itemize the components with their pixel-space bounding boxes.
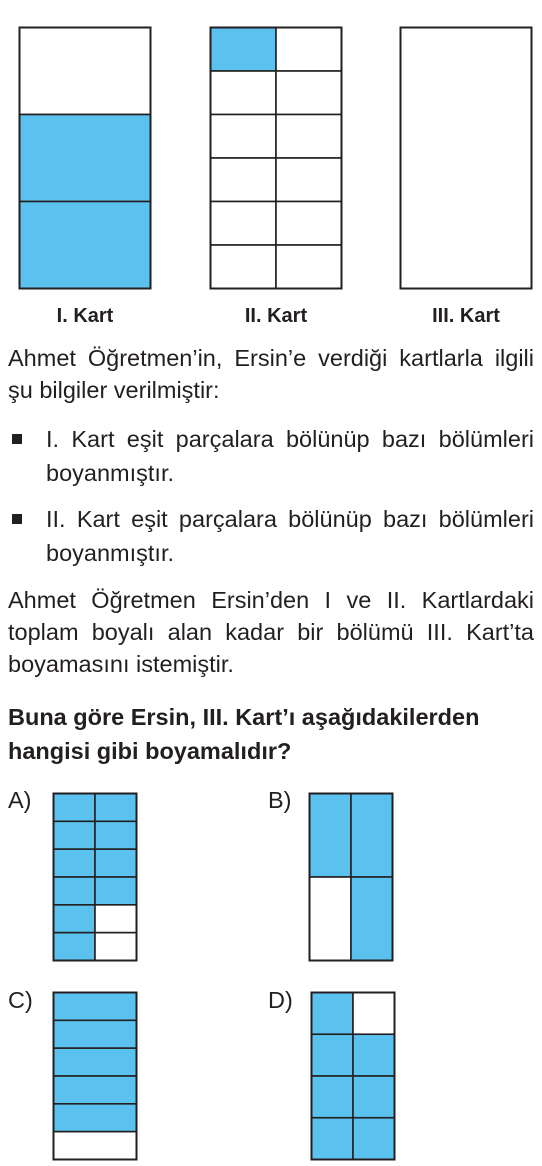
card-2 — [209, 26, 343, 290]
option-c-cell-shaded — [54, 1048, 137, 1076]
option-d-cell-shaded — [312, 1076, 354, 1118]
card-2-cell-blank — [276, 115, 342, 159]
option-a-cell-shaded — [54, 877, 96, 905]
card-1 — [18, 26, 152, 290]
option-a-cell-shaded — [95, 794, 137, 822]
option-d-cell-shaded — [353, 1034, 395, 1076]
option-b-grid — [308, 792, 394, 962]
card-2-cell-blank — [211, 202, 277, 246]
card-1-cell-shaded — [20, 202, 151, 289]
card-1-cell-shaded — [20, 115, 151, 202]
option-a-cell-shaded — [54, 905, 96, 933]
option-d-letter: D) — [268, 987, 293, 1013]
card-2-label: II. Kart — [244, 305, 308, 327]
option-d-grid — [310, 991, 396, 1161]
option-b-cell-shaded — [351, 877, 393, 961]
card-2-grid — [209, 26, 343, 290]
option-d-cell-shaded — [353, 1076, 395, 1118]
option-c-cell-shaded — [54, 1076, 137, 1104]
option-b-cell-blank — [310, 877, 352, 961]
request-text: Ahmet Öğretmen Ersin’den I ve II. Kartlardaki toplam boyalı alan kadar bir bölümü III. Kart’ta boyamasını istemiştir. — [8, 587, 534, 677]
option-d-card[interactable] — [310, 991, 396, 1161]
card-2-cell-blank — [211, 245, 277, 289]
card-2-cell-blank — [276, 202, 342, 246]
option-d-cell-shaded — [312, 1034, 354, 1076]
bullet-text-1: I. Kart eşit parçalara bölünüp bazı bölümleri boyanmıştır. — [46, 426, 534, 486]
option-a-cell-shaded — [95, 849, 137, 877]
option-b-cell-shaded — [310, 794, 352, 878]
option-a-cell-shaded — [54, 849, 96, 877]
card-1-label: I. Kart — [56, 305, 114, 327]
option-a-cell-shaded — [95, 821, 137, 849]
card-2-cell-blank — [276, 158, 342, 202]
option-d-cell-shaded — [312, 993, 354, 1035]
option-a-cell-shaded — [54, 933, 96, 961]
card-1-cell-blank — [20, 28, 151, 115]
card-2-cell-blank — [276, 28, 342, 72]
option-b-letter: B) — [268, 787, 292, 813]
card-2-cell-blank — [211, 115, 277, 159]
option-a-cell-blank — [95, 933, 137, 961]
card-2-cell-blank — [211, 71, 277, 115]
option-a-cell-blank — [95, 905, 137, 933]
card-3-label: III. Kart — [432, 305, 500, 327]
option-c-grid — [52, 991, 138, 1161]
option-b-cell-shaded — [351, 794, 393, 878]
card-2-cell-blank — [211, 158, 277, 202]
question-text: Buna göre Ersin, III. Kart’ı aşağıdakilerden hangisi gibi boyamalıdır? — [8, 704, 480, 764]
option-d-cell-shaded — [353, 1118, 395, 1160]
card-2-cell-shaded — [211, 28, 277, 72]
intro-text: Ahmet Öğretmen’in, Ersin’e verdiği kartlarla ilgili şu bilgiler verilmiştir: — [8, 345, 534, 403]
option-a-cell-shaded — [95, 877, 137, 905]
card-3-cell-blank — [401, 28, 532, 289]
bullet-text-2: II. Kart eşit parçalara bölünüp bazı bölümleri boyanmıştır. — [46, 506, 534, 566]
bullet-square-icon — [12, 434, 22, 444]
option-c-card[interactable] — [52, 991, 138, 1161]
card-2-cell-blank — [276, 245, 342, 289]
card-3-grid — [399, 26, 533, 290]
option-c-cell-shaded — [54, 1020, 137, 1048]
option-a-cell-shaded — [54, 821, 96, 849]
card-3 — [399, 26, 533, 290]
option-c-cell-shaded — [54, 1104, 137, 1132]
option-a-cell-shaded — [54, 794, 96, 822]
option-c-cell-shaded — [54, 993, 137, 1021]
option-a-grid — [52, 792, 138, 962]
bullet-square-icon — [12, 514, 22, 524]
option-d-cell-shaded — [312, 1118, 354, 1160]
option-a-letter: A) — [8, 787, 32, 813]
card-1-grid — [18, 26, 152, 290]
option-a-card[interactable] — [52, 792, 138, 962]
option-c-letter: C) — [8, 987, 33, 1013]
option-d-cell-blank — [353, 993, 395, 1035]
option-c-cell-blank — [54, 1132, 137, 1160]
option-b-card[interactable] — [308, 792, 394, 962]
card-2-cell-blank — [276, 71, 342, 115]
